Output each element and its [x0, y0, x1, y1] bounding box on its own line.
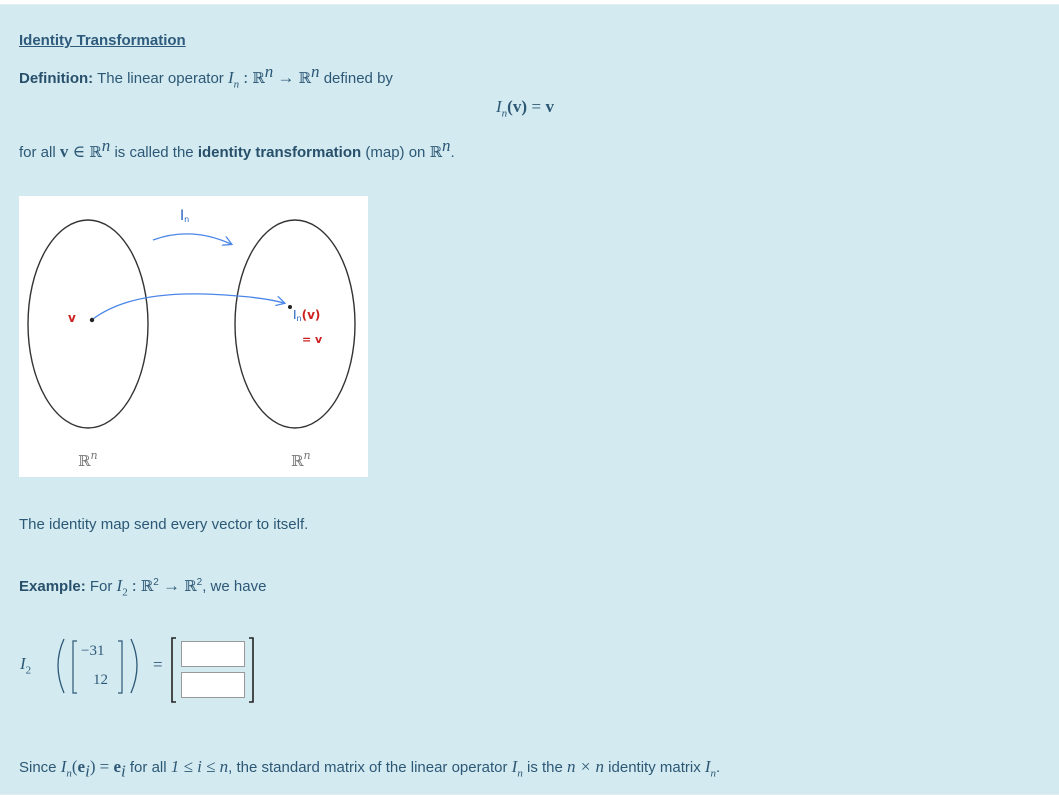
definition-label: Definition: — [19, 70, 94, 87]
eq-argument: (v) — [507, 97, 527, 116]
since-text-5: identity matrix — [608, 759, 701, 776]
answer-left-bracket — [172, 638, 176, 702]
equals-sign: = — [153, 655, 163, 674]
index-range: 1 ≤ i ≤ n — [170, 757, 229, 776]
operator-in: $I_n$ — [511, 757, 523, 780]
image-label: In(v) — [293, 308, 321, 323]
domain-space: ℝ$^n$ — [252, 62, 274, 87]
example-domain: ℝ$^2$ — [140, 577, 159, 595]
example-operator: $I_2$ — [116, 576, 128, 599]
forall-text-3: (map) on — [365, 144, 426, 161]
codomain-label: ℝ$^n$ — [291, 449, 311, 470]
equals-v-label: = v — [302, 333, 323, 346]
eq-operator: $I_n$ — [496, 97, 508, 120]
right-bracket — [118, 641, 122, 693]
identity-transformation-term: identity transformation — [197, 144, 362, 161]
since-text-2: for all — [129, 759, 167, 776]
definition-text-2: defined by — [323, 70, 393, 87]
point-image — [288, 305, 292, 309]
example-text-2: , we have — [202, 578, 267, 595]
answer-input-2[interactable] — [181, 672, 245, 698]
colon: : — [243, 68, 249, 87]
display-equation — [496, 97, 554, 119]
example-arrow: → — [163, 576, 180, 595]
operator-symbol: $I_n$ — [227, 68, 240, 91]
maps-to-arrow: → — [277, 68, 295, 87]
codomain-ellipse — [235, 220, 355, 428]
definition-text-1: The linear operator — [97, 70, 224, 87]
basis-vector: $e_i$ — [77, 757, 90, 781]
forall-text-1: for all — [19, 144, 56, 161]
identity-map-diagram — [19, 196, 368, 477]
diagram-svg — [19, 196, 368, 477]
since-text-4: is the — [526, 759, 563, 776]
top-label: In — [180, 208, 190, 224]
vector-map-arrow — [93, 294, 284, 319]
example-colon: : — [131, 576, 137, 595]
page-title[interactable]: Identity Transformation — [19, 32, 186, 49]
point-v — [90, 318, 94, 322]
entry-2: 12 — [93, 672, 108, 688]
since-text-3: , the standard matrix of the linear operator — [228, 759, 508, 776]
example-label: Example: — [19, 578, 86, 595]
space-rn: ℝ$^n$ — [89, 136, 111, 161]
space-rn-end: ℝ$^n$ — [429, 136, 451, 161]
exercise-operator: $I_2$ — [20, 654, 32, 677]
answer-right-bracket — [249, 638, 253, 702]
vector-v: v — [59, 142, 69, 161]
exercise-equation — [19, 635, 259, 705]
eq-equals: = — [531, 97, 542, 116]
example-text-1: For — [89, 578, 113, 595]
since-operator: $I_n$ — [60, 757, 72, 780]
matrix-dimension: n × n — [567, 757, 604, 776]
left-bracket — [73, 641, 77, 693]
left-paren — [58, 639, 64, 693]
content-panel — [0, 4, 1059, 795]
domain-label: ℝ$^n$ — [78, 449, 98, 470]
v-label: v — [68, 311, 76, 325]
since-text-1: Since — [19, 759, 57, 776]
domain-ellipse — [28, 220, 148, 428]
example-codomain: ℝ$^2$ — [184, 577, 203, 595]
codomain-space: ℝ$^n$ — [298, 62, 320, 87]
entry-1: −31 — [81, 643, 105, 659]
forall-text-2: is called the — [114, 144, 194, 161]
top-map-arrow — [153, 234, 231, 244]
element-of: ∈ — [72, 142, 86, 161]
eq-rhs: v — [545, 97, 554, 116]
identity-matrix-symbol: $I_n$ — [704, 757, 717, 780]
definition-line — [19, 62, 393, 90]
answer-input-1[interactable] — [181, 641, 245, 667]
since-equals: = — [99, 757, 110, 776]
forall-line: for all v ∈ ℝ$^n$ is called the identity transformation (map) on ℝ$^n$. — [19, 136, 455, 161]
since-line: Since $I_n(e_i) = e_i$ for all 1 ≤ i ≤ n, the standard matrix of the linear operator $I_n$ is the n × n identity matrix $I_n$. — [19, 757, 721, 781]
right-paren — [131, 639, 137, 693]
remark-text: The identity map send every vector to itself. — [19, 516, 309, 533]
basis-vector-rhs: $e_i$ — [113, 757, 126, 781]
example-line — [19, 576, 266, 598]
